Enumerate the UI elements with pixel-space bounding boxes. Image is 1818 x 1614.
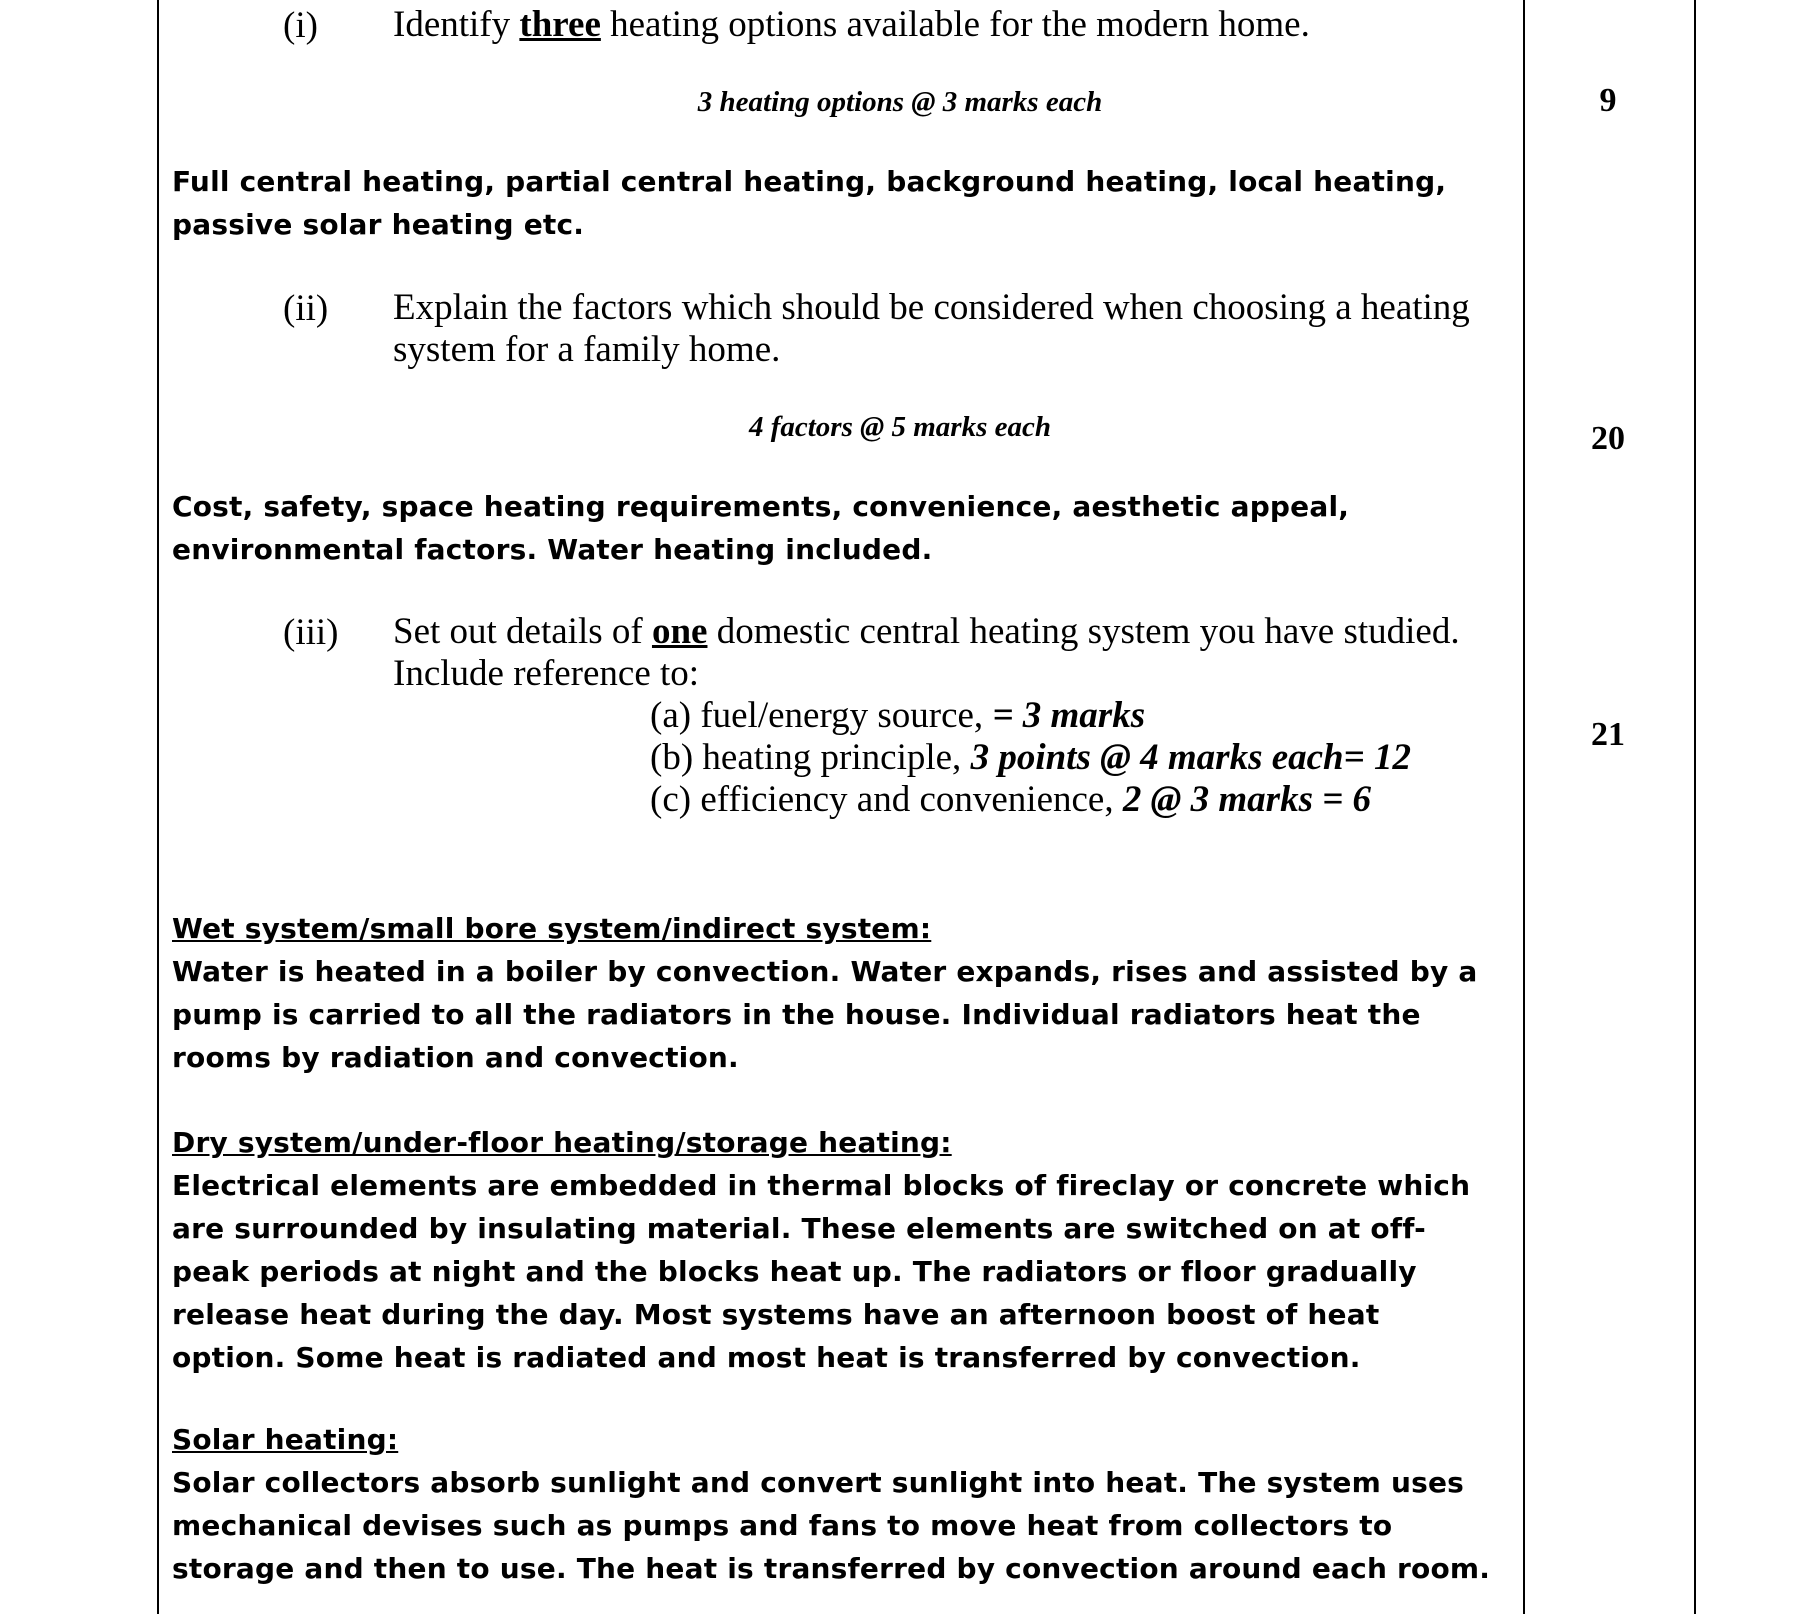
question-i-marks: 9 — [1599, 82, 1617, 119]
question-i-label: (i) — [283, 5, 318, 46]
question-iii-text: Set out details of one domestic central heating system you have studied. Include reference to: — [393, 611, 1460, 694]
question-i-text: Identify three heating options available for the modern home. — [393, 4, 1310, 45]
question-ii-marks: 20 — [1591, 420, 1625, 457]
question-iii-item-c: (c) efficiency and convenience, 2 @ 3 marks = 6 — [650, 779, 1372, 820]
question-iii-label: (iii) — [283, 612, 339, 653]
answer-dry-system-body: Electrical elements are embedded in thermal blocks of fireclay or concrete which are surrounded by insulating material. These elements are switched on at off-peak periods at night and the blocks heat up. The radiators or floor gradually release heat during the day. Most systems have an afternoon boost of heat option. Some heat is radiated and most heat is transferred by convection. — [172, 1169, 1471, 1374]
question-ii-answer: Cost, safety, space heating requirements, convenience, aesthetic appeal, environmental factors. Water heating included. — [172, 490, 1350, 566]
answer-wet-system-body: Water is heated in a boiler by convection. Water expands, rises and assisted by a pump is carried to all the radiators in the house. Individual radiators heat the rooms by radiation and convection. — [172, 955, 1478, 1074]
question-iii-item-a: (a) fuel/energy source, = 3 marks — [650, 695, 1146, 736]
question-ii-text: Explain the factors which should be considered when choosing a heating system for a family home. — [393, 287, 1470, 370]
answer-solar-heating — [172, 1418, 1502, 1590]
answer-dry-system-heading: Dry system/under-floor heating/storage heating: — [172, 1126, 952, 1159]
answer-wet-system — [172, 907, 1502, 1079]
answer-wet-system-heading: Wet system/small bore system/indirect system: — [172, 912, 932, 945]
table-middle-border — [1523, 0, 1525, 1614]
question-iii-item-b: (b) heating principle, 3 points @ 4 marks each= 12 — [650, 737, 1411, 778]
question-iii-marks: 21 — [1591, 716, 1625, 753]
question-ii-marks-note: 4 factors @ 5 marks each — [748, 411, 1052, 443]
question-i-marks-note: 3 heating options @ 3 marks each — [697, 86, 1103, 118]
question-i-answer: Full central heating, partial central heating, background heating, local heating, passive solar heating etc. — [172, 165, 1447, 241]
question-ii-label: (ii) — [283, 288, 329, 329]
answer-solar-heating-heading: Solar heating: — [172, 1423, 399, 1456]
table-left-border — [157, 0, 159, 1614]
answer-dry-system — [172, 1121, 1502, 1379]
answer-solar-heating-body: Solar collectors absorb sunlight and convert sunlight into heat. The system uses mechanical devises such as pumps and fans to move heat from collectors to storage and then to use. The heat is transferred by convection around each room. — [172, 1466, 1491, 1585]
table-right-border — [1694, 0, 1696, 1614]
